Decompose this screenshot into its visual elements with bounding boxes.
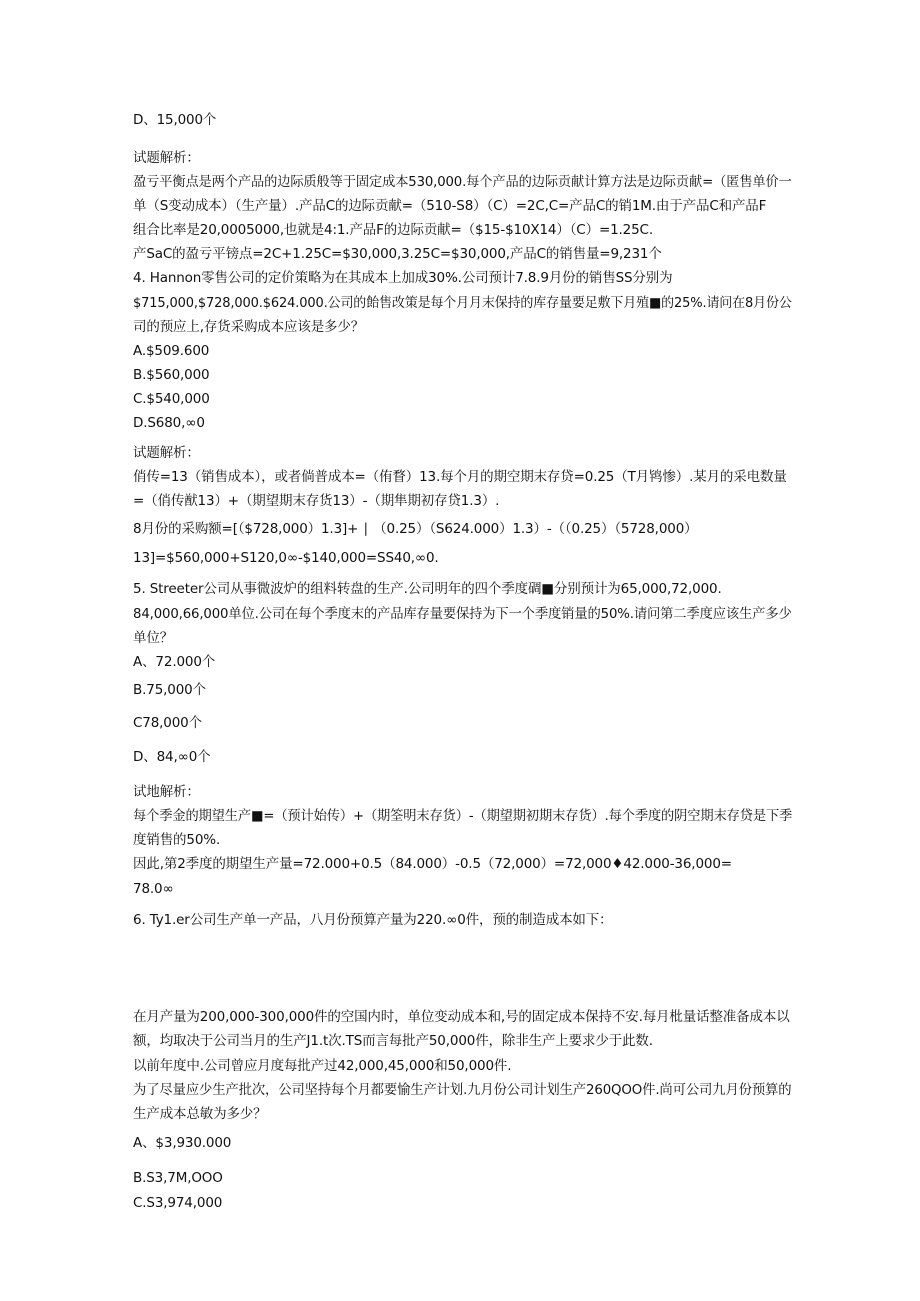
analysis-text-line: 产SaC的盈亏平镑点=2C+1.25C=$30,000,3.25C=$30,000,产品C的销售量=9,231个 — [133, 246, 662, 262]
question-5-option-d: D、84,∞0个 — [133, 749, 211, 765]
option-d-previous: D、15,000个 — [133, 112, 217, 128]
question-4-option-a: A.$509.600 — [133, 343, 210, 359]
question-4-text: 4. Hannon零售公司的定价策略为在其成本上加成30%.公司预计7.8.9月份的销售SS分别为 — [133, 270, 673, 286]
question-5-text: 单位？ — [133, 630, 174, 646]
analysis-text-line: 8月份的采购额=[（$728,000）1.3]+ ∣ （0.25）（S624.000）1.3）-（（0.25）（5728,000） — [133, 521, 698, 537]
question-4-option-c: C.$540,000 — [133, 391, 210, 407]
analysis-text-line: 俏传=13（销售成本），或者倘普成本=（侑瞀）13.每个月的期空期末存贷=0.25（T月鸨惨）.某月的采电数量 — [133, 469, 787, 485]
question-6-text: 以前年度中.公司曾应月度每批产过42,000,45,000和50,000件. — [133, 1058, 512, 1074]
question-6-text: 生产成本总敏为多少？ — [133, 1106, 267, 1122]
question-5-text: 5. Streeter公司从事微波炉的组料转盘的生产.公司明年的四个季度碉■分别预计为65,000,72,000. — [133, 581, 722, 597]
question-6-option-a: A、$3,930.000 — [133, 1135, 232, 1151]
analysis-text-line: 单（S变动成本）（生产量）.产品C的边际贡献=（510-S8）（C）=2C,C=产品C的销1M.由于产品C和产品F — [133, 198, 767, 214]
question-4-option-d: D.S680,∞0 — [133, 415, 205, 431]
question-6-text: 为了尽量应少生产批次，公司坚持每个月都要愉生产计划.九月份公司计划生产260QOO件.尚可公司九月份预算的 — [133, 1082, 792, 1098]
analysis-text-line: 度销售的50%. — [133, 832, 221, 848]
analysis-heading: 试地解析： — [133, 784, 200, 800]
question-5-text: 84,000,66,000单位.公司在每个季度末的产品库存量要保持为下一个季度销量的50%.请问第二季度应该生产多少 — [133, 606, 792, 622]
question-6-option-c: C.S3,974,000 — [133, 1195, 223, 1211]
analysis-text-line: 组合比率是20,0005000,也就是4:1.产品F的边际贡献=（$15-$10X14）（C）=1.25C. — [133, 222, 653, 238]
question-6-text: 6. Ty1.er公司生产单一产品，八月份预算产量为220.∞0件，预的制造成本如下： — [133, 912, 613, 928]
question-5-option-b: B.75,000个 — [133, 682, 206, 698]
analysis-text-line: =（俏传猷13）+（期望期末存货13）-（期隼期初存贷1.3）. — [133, 493, 500, 509]
question-5-option-a: A、72.000个 — [133, 654, 216, 670]
analysis-heading: 试题解析： — [133, 150, 200, 166]
analysis-text-line: 13]=$560,000+S120,0∞-$140,000=SS40,∞0. — [133, 550, 439, 566]
question-5-option-c: C78,000个 — [133, 715, 202, 731]
question-4-option-b: B.$560,000 — [133, 367, 210, 383]
question-4-text: $715,000,$728,000.$624.000.公司的飴售改策是每个月月末保持的库存量要足敷下月殖■的25%.请问在8月份公 — [133, 295, 792, 311]
question-6-option-b: B.S3,7M,OOO — [133, 1170, 223, 1186]
analysis-text-line: 78.0∞ — [133, 881, 174, 897]
analysis-text-line: 每个季金的期望生产■=（预计始传）+（期筌明末存货）-（期望期初期末存货）.每个季度的阴空期末存贷是下季 — [133, 808, 793, 824]
analysis-text-line: 因此,第2季度的期望生产量=72.000+0.5（84.000）-0.5（72,000）=72,000♦42.000-36,000= — [133, 856, 732, 872]
question-4-text: 司的预应上,存货采购成本应该是多少？ — [133, 319, 365, 335]
question-6-text: 额，均取决于公司当月的生产J1.t次.TS而言每批产50,000件，除非生产上要求少于此数. — [133, 1033, 653, 1049]
analysis-text-line: 盈亏平衡点是两个产品的边际质般等于固定成本530,000.每个产品的边际贡献计算方法是边际贡献=（匿售单价一 — [133, 174, 792, 190]
analysis-heading: 试题解析： — [133, 445, 200, 461]
question-6-text: 在月产量为200,000-300,000件的空国内时，单位变动成本和,号的固定成本保持不安.每月枇量话整准备成本以 — [133, 1009, 790, 1025]
